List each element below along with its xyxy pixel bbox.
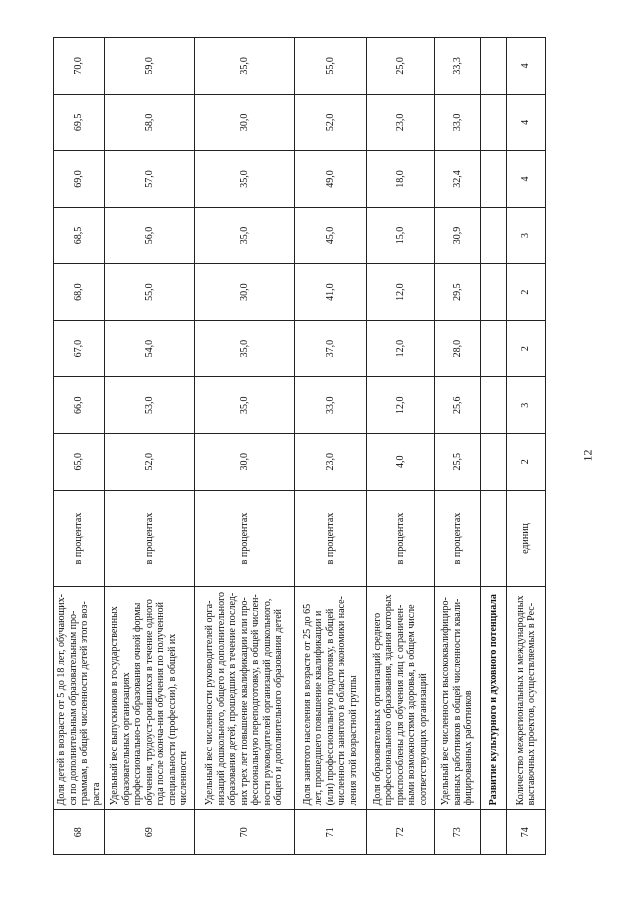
value-cell: 66,0 bbox=[54, 377, 105, 434]
value-cell: 23,0 bbox=[295, 434, 367, 491]
indicator-description: Удельный вес численности руководителей орга-низаций дошкольного, общего и дополнительного образования детей, прошедших в течение послед-них трех лет повышение квалификации или про-фессиональную переподготовку, в общей числен-ности руководителей организаций дошкольного, общего и дополнительного образования детей bbox=[195, 587, 295, 810]
value-cell: 30,0 bbox=[195, 264, 295, 321]
value-cell: 2 bbox=[507, 264, 546, 321]
value-cell: 69,5 bbox=[54, 94, 105, 151]
unit-cell: в процентах bbox=[435, 490, 481, 587]
table-row bbox=[105, 38, 195, 855]
value-cell: 4,0 bbox=[367, 434, 435, 491]
value-cell: 12,0 bbox=[367, 264, 435, 321]
value-cell: 33,0 bbox=[295, 377, 367, 434]
row-number-empty bbox=[481, 810, 507, 855]
value-cell: 41,0 bbox=[295, 264, 367, 321]
value-cell: 30,0 bbox=[195, 434, 295, 491]
unit-cell: в процентах bbox=[105, 490, 195, 587]
value-cell: 69,0 bbox=[54, 151, 105, 208]
value-cell-empty bbox=[481, 377, 507, 434]
unit-cell: в процентах bbox=[54, 490, 105, 587]
indicator-description: Доля образовательных организаций среднего профессионального образования, здания которых приспособлены для обучения лиц с ограничен-ными возможностями здоровья, в общем числе соответствующих организаций bbox=[367, 587, 435, 810]
value-cell: 30,0 bbox=[195, 94, 295, 151]
indicator-description: Доля детей в возрасте от 5 до 18 лет, обучающих-ся по дополнительным образовательным про-граммам, в общей численности детей этого воз-раста bbox=[54, 587, 105, 810]
value-cell: 4 bbox=[507, 151, 546, 208]
unit-cell: в процентах bbox=[295, 490, 367, 587]
row-number: 71 bbox=[295, 810, 367, 855]
value-cell-empty bbox=[481, 320, 507, 377]
indicators-table bbox=[53, 37, 546, 855]
value-cell-empty bbox=[481, 38, 507, 95]
table-row bbox=[367, 38, 435, 855]
value-cell: 35,0 bbox=[195, 377, 295, 434]
value-cell: 3 bbox=[507, 377, 546, 434]
value-cell: 54,0 bbox=[105, 320, 195, 377]
value-cell: 25,5 bbox=[435, 434, 481, 491]
indicator-description: Количество межрегиональных и международных выставочных проектов, осуществляемых в Рес- bbox=[507, 587, 546, 810]
value-cell: 35,0 bbox=[195, 207, 295, 264]
value-cell: 25,0 bbox=[367, 38, 435, 95]
value-cell: 15,0 bbox=[367, 207, 435, 264]
value-cell: 35,0 bbox=[195, 320, 295, 377]
value-cell: 37,0 bbox=[295, 320, 367, 377]
value-cell: 65,0 bbox=[54, 434, 105, 491]
value-cell: 53,0 bbox=[105, 377, 195, 434]
value-cell: 52,0 bbox=[295, 94, 367, 151]
table-row bbox=[54, 38, 105, 855]
unit-cell: в процентах bbox=[195, 490, 295, 587]
value-cell: 23,0 bbox=[367, 94, 435, 151]
value-cell-empty bbox=[481, 94, 507, 151]
value-cell-empty bbox=[481, 264, 507, 321]
value-cell: 33,0 bbox=[435, 94, 481, 151]
value-cell: 35,0 bbox=[195, 151, 295, 208]
indicator-description: Удельный вес выпускников в государственных образовательных организациях профессионально-го образования очной формы обучения, трудоуст-роившихся в течение одного года после оконча-ния обучения по полученной специальности (профессии), в общей их численности bbox=[105, 587, 195, 810]
value-cell: 55,0 bbox=[295, 38, 367, 95]
page-number: 12 bbox=[580, 449, 595, 462]
unit-cell-empty bbox=[481, 490, 507, 587]
value-cell: 70,0 bbox=[54, 38, 105, 95]
value-cell: 59,0 bbox=[105, 38, 195, 95]
section-row bbox=[481, 38, 507, 855]
table-row bbox=[507, 38, 546, 855]
value-cell-empty bbox=[481, 207, 507, 264]
table-row bbox=[435, 38, 481, 855]
value-cell: 56,0 bbox=[105, 207, 195, 264]
value-cell: 12,0 bbox=[367, 377, 435, 434]
row-number: 69 bbox=[105, 810, 195, 855]
value-cell: 28,0 bbox=[435, 320, 481, 377]
value-cell: 55,0 bbox=[105, 264, 195, 321]
value-cell: 18,0 bbox=[367, 151, 435, 208]
row-number: 73 bbox=[435, 810, 481, 855]
indicator-description: Удельный вес численности высококвалифициро-ванных работников в общей численности квали-фицированных работников bbox=[435, 587, 481, 810]
value-cell-empty bbox=[481, 151, 507, 208]
value-cell-empty bbox=[481, 434, 507, 491]
value-cell: 49,0 bbox=[295, 151, 367, 208]
value-cell: 4 bbox=[507, 94, 546, 151]
table-row bbox=[295, 38, 367, 855]
section-title: Развитие культурного и духовного потенциала bbox=[481, 587, 507, 810]
value-cell: 57,0 bbox=[105, 151, 195, 208]
value-cell: 58,0 bbox=[105, 94, 195, 151]
value-cell: 68,0 bbox=[54, 264, 105, 321]
value-cell: 32,4 bbox=[435, 151, 481, 208]
value-cell: 52,0 bbox=[105, 434, 195, 491]
row-number: 74 bbox=[507, 810, 546, 855]
value-cell: 67,0 bbox=[54, 320, 105, 377]
value-cell: 35,0 bbox=[195, 38, 295, 95]
value-cell: 68,5 bbox=[54, 207, 105, 264]
value-cell: 3 bbox=[507, 207, 546, 264]
value-cell: 2 bbox=[507, 320, 546, 377]
table-row bbox=[195, 38, 295, 855]
value-cell: 12,0 bbox=[367, 320, 435, 377]
row-number: 68 bbox=[54, 810, 105, 855]
indicator-description: Доля занятого населения в возрасте от 25 до 65 лет, прошедшего повышение квалификации и (или) профессиональную подготовку, в общей численности занятого в области экономики насе-ления этой возрастной группы bbox=[295, 587, 367, 810]
row-number: 72 bbox=[367, 810, 435, 855]
value-cell: 25,6 bbox=[435, 377, 481, 434]
value-cell: 33,3 bbox=[435, 38, 481, 95]
value-cell: 29,5 bbox=[435, 264, 481, 321]
value-cell: 45,0 bbox=[295, 207, 367, 264]
value-cell: 2 bbox=[507, 434, 546, 491]
row-number: 70 bbox=[195, 810, 295, 855]
unit-cell: в процентах bbox=[367, 490, 435, 587]
value-cell: 4 bbox=[507, 38, 546, 95]
unit-cell: единиц bbox=[507, 490, 546, 587]
value-cell: 30,9 bbox=[435, 207, 481, 264]
